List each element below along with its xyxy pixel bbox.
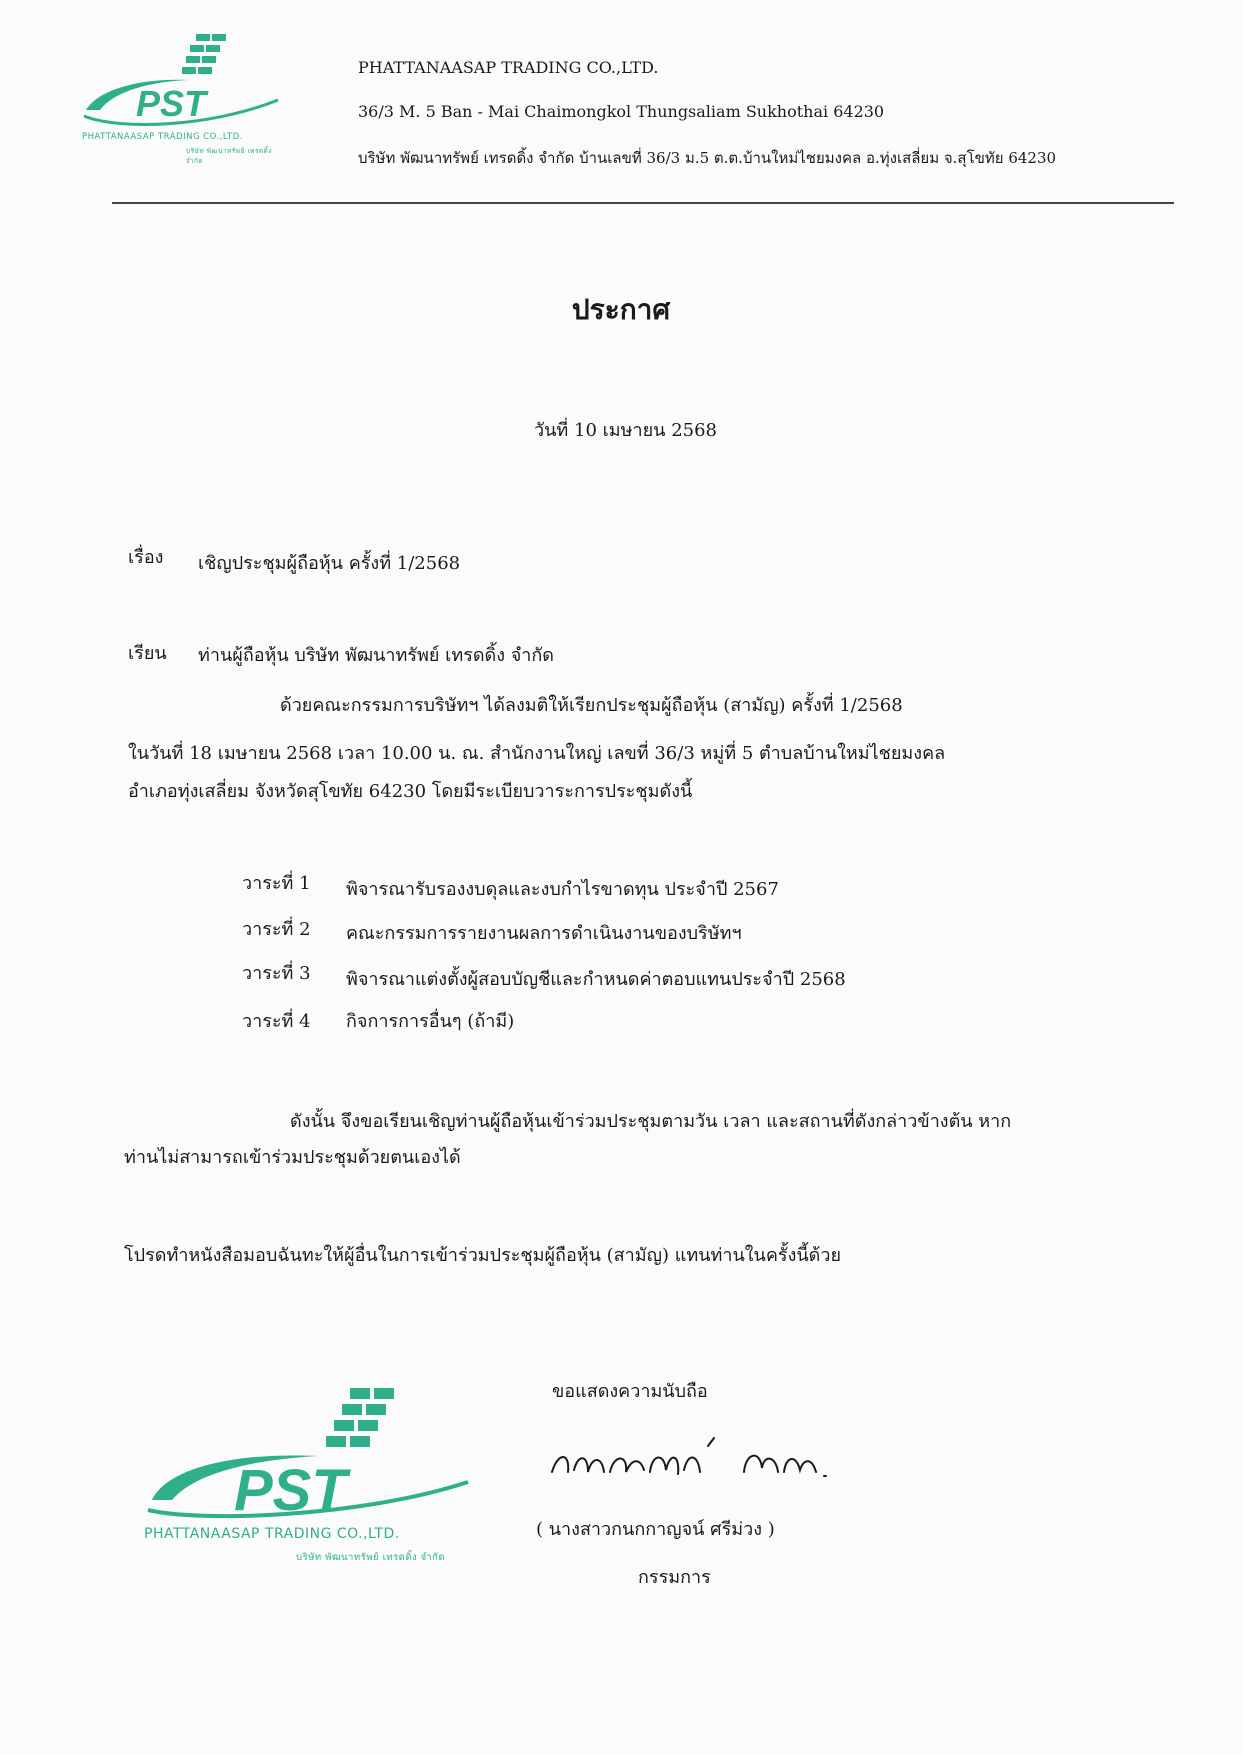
agenda-text-4: กิจการการอื่นๆ (ถ้ามี) [346,1011,515,1032]
stamp-tagline-th: บริษัท พัฒนาทรัพย์ เทรดดิ้ง จำกัด [296,1552,445,1563]
para3-line: โปรดทำหนังสือมอบฉันทะให้ผู้อื่นในการเข้าร่วมประชุมผู้ถือหุ้น (สามัญ) แทนท่านในครั้งนี้ด้วย [124,1245,842,1266]
pst-stamp-graphic [138,1382,488,1522]
company-address-th: บริษัท พัฒนาทรัพย์ เทรดดิ้ง จำกัด บ้านเลขที่ 36/3 ม.5 ต.ต.บ้านใหม่ไชยมงคล อ.ทุ่งเสลี่ยม จ.สุโขทัย 64230 [358,149,1057,167]
recipient-text: ท่านผู้ถือหุ้น บริษัท พัฒนาทรัพย์ เทรดดิ้ง จำกัด [198,645,554,666]
agenda-label-4: วาระที่ 4 [242,1011,311,1032]
header-divider [112,202,1174,204]
para1-line3: อำเภอทุ่งเสลี่ยม จังหวัดสุโขทัย 64230 โดยมีระเบียบวาระการประชุมดังนี้ [128,781,693,802]
company-name-en: PHATTANAASAP TRADING CO.,LTD. [358,58,659,77]
logo-tagline-th: บริษัท พัฒนาทรัพย์ เทรดดิ้ง จำกัด [186,147,273,165]
pst-logo-graphic [78,30,288,130]
logo-tagline-en: PHATTANAASAP TRADING CO.,LTD. [82,132,243,142]
agenda-text-2: คณะกรรมการรายงานผลการดำเนินงานของบริษัทฯ [346,923,742,944]
company-stamp [138,1382,488,1582]
handwritten-signature [548,1432,848,1492]
signer-position: กรรมการ [638,1567,711,1588]
agenda-text-1: พิจารณารับรองงบดุลและงบกำไรขาดทุน ประจำปี 2567 [346,879,779,900]
company-address-en: 36/3 M. 5 Ban - Mai Chaimongkol Thungsaliam Sukhothai 64230 [358,102,885,121]
para1-line1: ด้วยคณะกรรมการบริษัทฯ ได้ลงมติให้เรียกประชุมผู้ถือหุ้น (สามัญ) ครั้งที่ 1/2568 [280,695,903,716]
para2-line2: ท่านไม่สามารถเข้าร่วมประชุมด้วยตนเองได้ [124,1147,461,1168]
agenda-label-1: วาระที่ 1 [242,873,311,894]
company-logo [78,30,288,165]
agenda-text-3: พิจารณาแต่งตั้งผู้สอบบัญชีและกำหนดค่าตอบแทนประจำปี 2568 [346,969,846,990]
document-title: ประกาศ [571,293,671,326]
closing-text: ขอแสดงความนับถือ [552,1381,708,1402]
signer-name: ( นางสาวกนกกาญจน์ ศรีม่วง ) [536,1519,775,1540]
agenda-label-3: วาระที่ 3 [242,963,311,984]
svg-text:PST: PST [234,1458,347,1522]
para2-line1: ดังนั้น จึงขอเรียนเชิญท่านผู้ถือหุ้นเข้าร่วมประชุมตามวัน เวลา และสถานที่ดังกล่าวข้างต้น หาก [290,1111,1012,1132]
agenda-label-2: วาระที่ 2 [242,919,311,940]
svg-text:PST: PST [136,83,207,124]
recipient-label: เรียน [128,643,167,664]
subject-label: เรื่อง [128,547,164,568]
subject-text: เชิญประชุมผู้ถือหุ้น ครั้งที่ 1/2568 [198,553,461,574]
stamp-tagline-en: PHATTANAASAP TRADING CO.,LTD. [144,1526,400,1542]
para1-line2: ในวันที่ 18 เมษายน 2568 เวลา 10.00 น. ณ. สำนักงานใหญ่ เลขที่ 36/3 หมู่ที่ 5 ตำบลบ้านใหม่ไชยมงคล [128,743,946,764]
document-date: วันที่ 10 เมษายน 2568 [534,420,717,441]
signature-graphic [548,1432,848,1492]
